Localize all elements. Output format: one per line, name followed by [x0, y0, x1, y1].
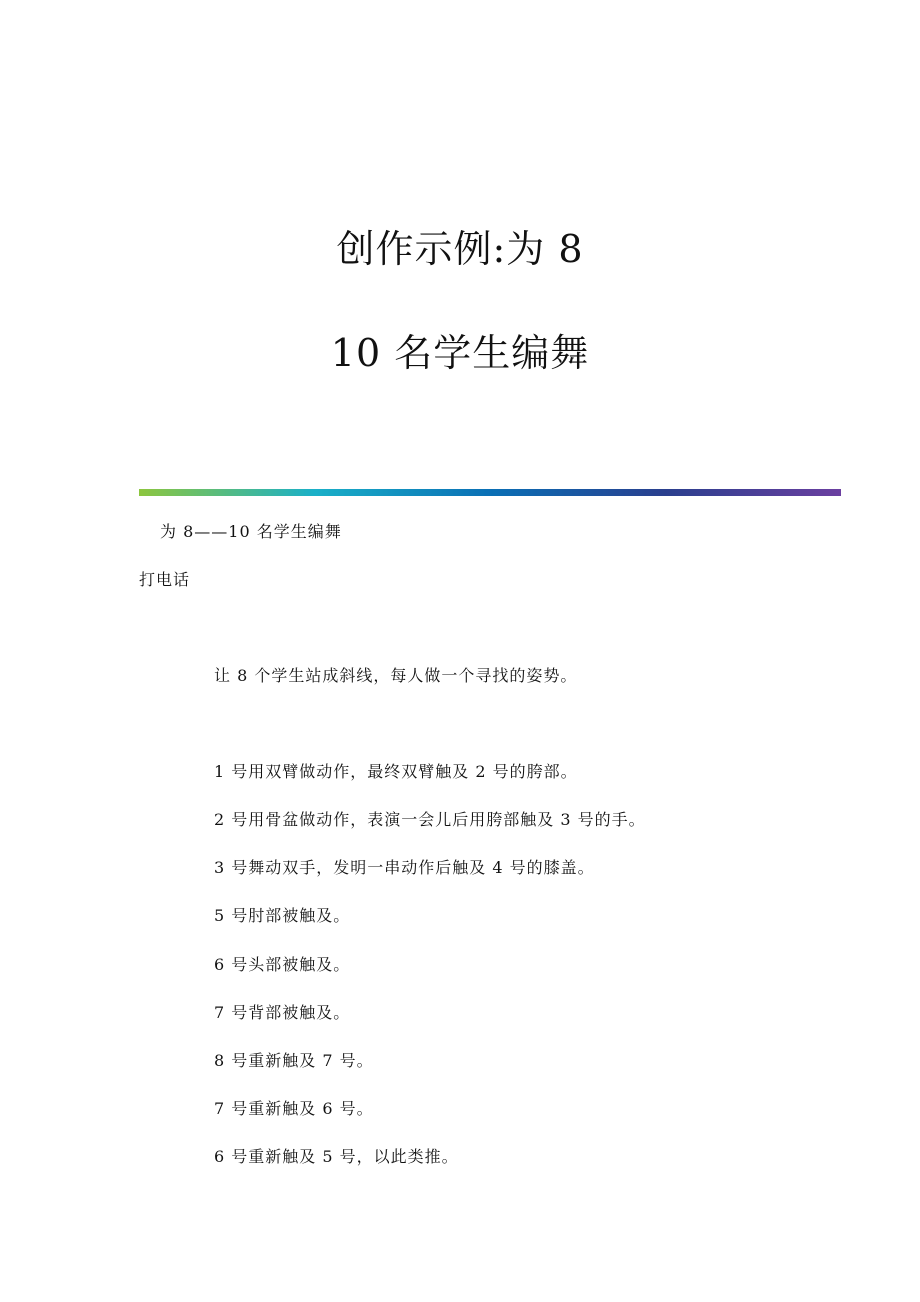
document-title-line-1: 创作示例:为 8: [336, 227, 584, 271]
paragraph-line: 8 号重新触及 7 号。: [214, 1051, 374, 1070]
paragraph-line: 1 号用双臂做动作，最终双臂触及 2 号的胯部。: [214, 762, 578, 781]
paragraph-line: 2 号用骨盆做动作，表演一会儿后用胯部触及 3 号的手。: [214, 810, 646, 829]
paragraph-line: 5 号肘部被触及。: [214, 906, 351, 925]
document-title-line-2: 10 名学生编舞: [330, 331, 590, 375]
section-heading: 打电话: [139, 570, 191, 589]
paragraph-line: 6 号重新触及 5 号，以此类推。: [214, 1147, 459, 1166]
gradient-divider: [139, 489, 841, 496]
document-subtitle: 为 8——10 名学生编舞: [160, 522, 342, 541]
paragraph-line: 7 号重新触及 6 号。: [214, 1099, 374, 1118]
paragraph-line: 7 号背部被触及。: [214, 1003, 351, 1022]
paragraph-line: 3 号舞动双手，发明一串动作后触及 4 号的膝盖。: [214, 858, 595, 877]
paragraph-line: 6 号头部被触及。: [214, 955, 351, 974]
paragraph-line: 让 8 个学生站成斜线，每人做一个寻找的姿势。: [214, 666, 578, 685]
